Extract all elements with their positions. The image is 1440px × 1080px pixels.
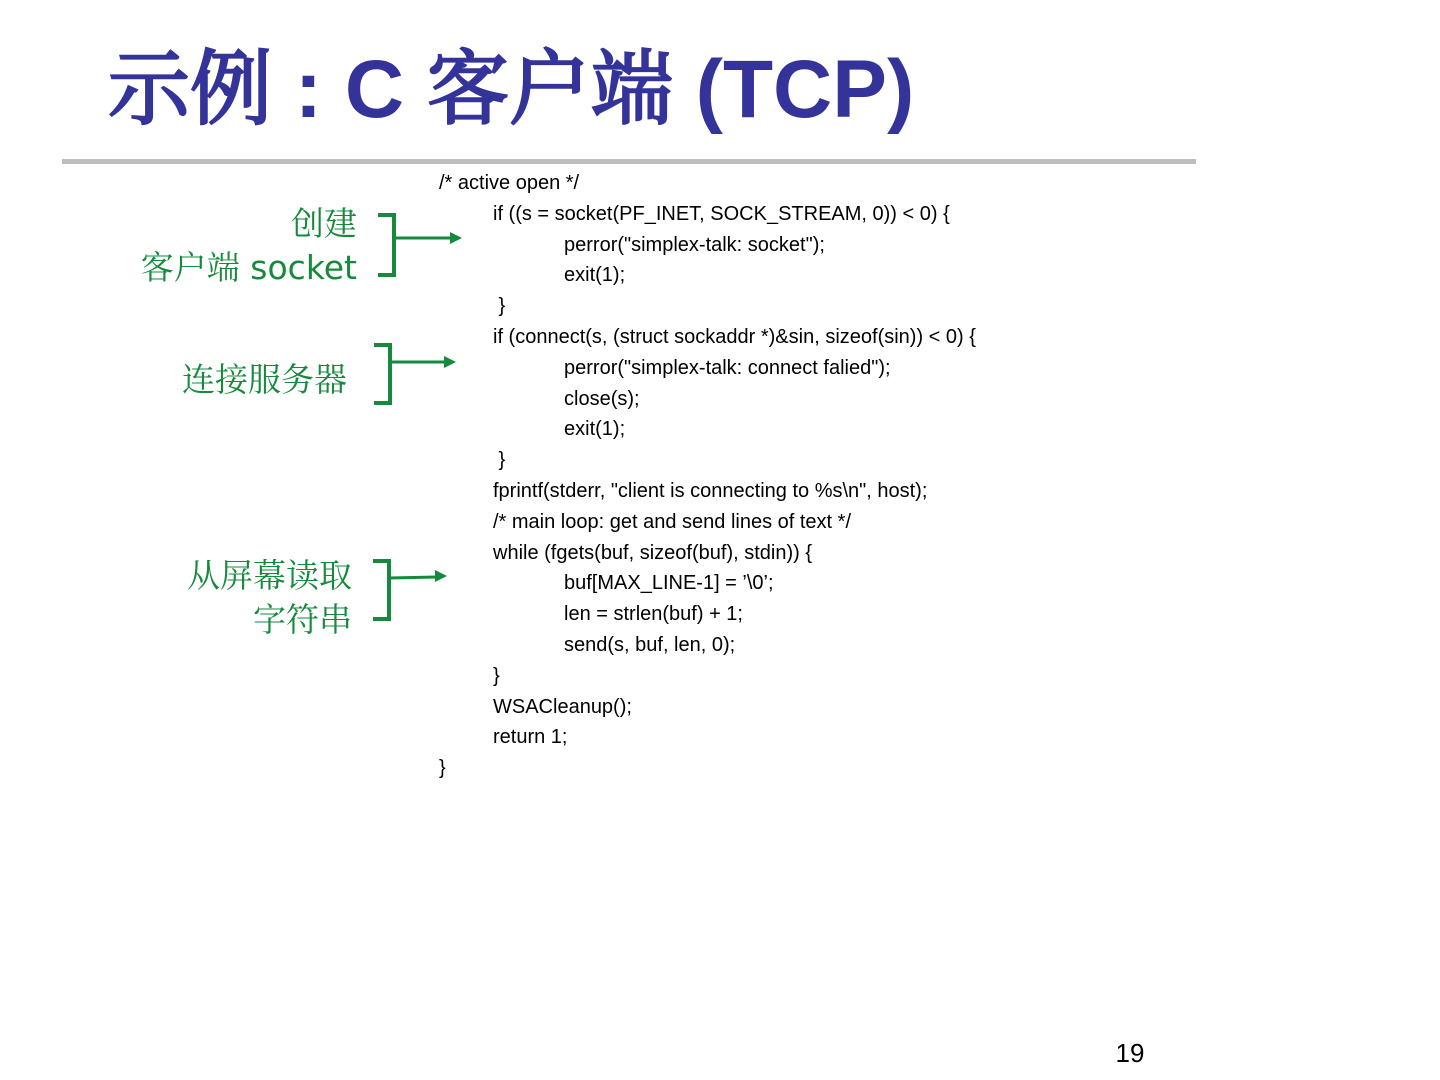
code-line: fprintf(stderr, "client is connecting to %s\n", host);: [493, 479, 928, 502]
code-line: WSACleanup();: [493, 695, 632, 718]
code-line: exit(1);: [564, 418, 626, 441]
code-line: perror("simplex-talk: connect falied");: [564, 356, 891, 379]
bracket-arrow-icon: [371, 558, 455, 624]
slide-title: 示例 : C 客户端 (TCP): [108, 44, 915, 135]
code-line: /* main loop: get and send lines of text */: [493, 510, 851, 533]
code-line: buf[MAX_LINE-1] = ’\0’;: [564, 572, 774, 595]
annotation-text: 从屏幕读取: [187, 556, 352, 595]
title-divider: [62, 159, 1196, 164]
code-line: close(s);: [564, 387, 640, 410]
annotation-connect-server: [182, 358, 347, 402]
code-line: perror("simplex-talk: socket");: [564, 233, 825, 256]
code-line: if ((s = socket(PF_INET, SOCK_STREAM, 0)) < 0) {: [493, 202, 950, 225]
code-line: }: [439, 757, 446, 780]
code-line: send(s, buf, len, 0);: [564, 633, 736, 656]
code-line: if (connect(s, (struct sockaddr *)&sin, sizeof(sin)) < 0) {: [493, 325, 976, 348]
annotation-text: 字符串: [253, 600, 352, 639]
code-line: len = strlen(buf) + 1;: [564, 603, 743, 626]
code-line: while (fgets(buf, sizeof(buf), stdin)) {: [493, 541, 813, 564]
code-line: exit(1);: [564, 264, 626, 287]
annotation-read-screen: [187, 554, 352, 642]
annotation-create-socket: [141, 202, 357, 290]
annotation-text: 连接服务器: [182, 360, 347, 399]
page-number: 19: [1115, 1038, 1145, 1068]
code-line: /* active open */: [439, 172, 580, 194]
code-listing: [439, 168, 976, 784]
annotation-text: 创建: [291, 204, 357, 243]
bracket-arrow-icon: [372, 342, 464, 408]
code-line: }: [493, 295, 506, 318]
code-line: }: [493, 664, 500, 687]
code-line: return 1;: [493, 726, 568, 749]
bracket-arrow-icon: [374, 212, 466, 280]
annotation-text: 客户端 socket: [140, 248, 357, 287]
code-line: }: [493, 449, 506, 472]
